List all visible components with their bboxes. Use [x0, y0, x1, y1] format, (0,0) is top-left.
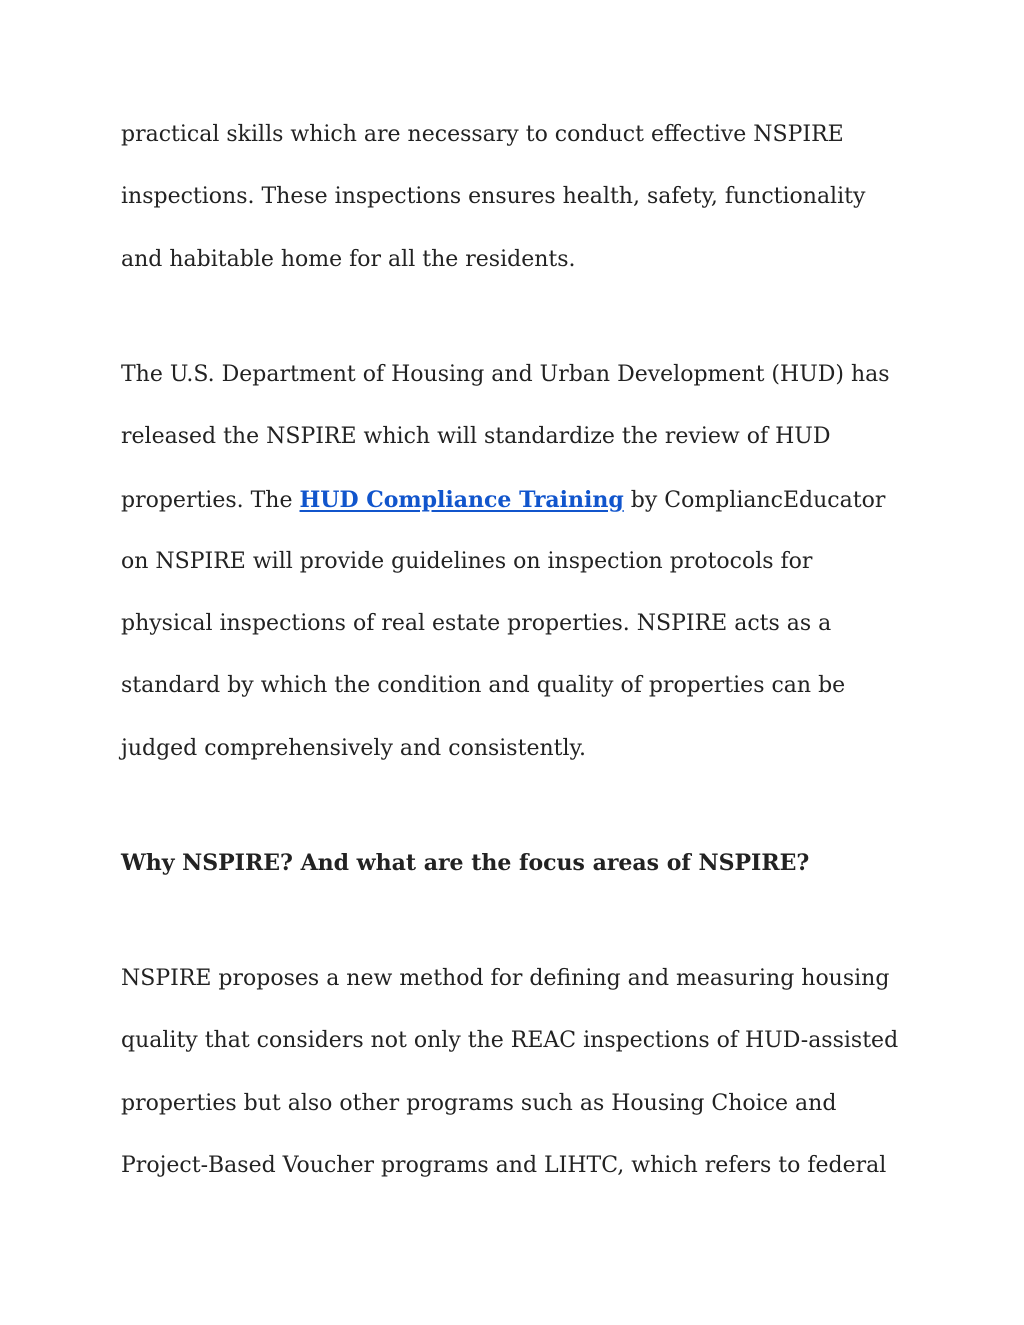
text-after-link: by CompliancEducator	[623, 487, 886, 513]
paragraph-line: physical inspections of real estate properties. NSPIRE acts as a	[121, 611, 832, 637]
paragraph-line: practical skills which are necessary to conduct effective NSPIRE	[121, 122, 844, 147]
paragraph-line: properties but also other programs such as Housing Choice and	[121, 1090, 837, 1116]
paragraph-line: standard by which the condition and quality of properties can be	[121, 673, 846, 699]
paragraph-line: on NSPIRE will provide guidelines on inspection protocols for	[121, 548, 813, 574]
paragraph-proposal	[121, 948, 921, 1197]
paragraph-line: judged comprehensively and consistently.	[121, 735, 587, 761]
paragraph-line: quality that considers not only the REAC inspections of HUD-assisted	[121, 1028, 899, 1054]
paragraph-line-with-link	[121, 469, 921, 531]
paragraph-line: inspections. These inspections ensures health, safety, functionality	[121, 184, 866, 210]
paragraph-line: The U.S. Department of Housing and Urban Development (HUD) has	[121, 362, 890, 387]
paragraph-line: and habitable home for all the residents.	[121, 246, 576, 272]
hud-compliance-training-link[interactable]: HUD Compliance Training	[299, 486, 624, 513]
paragraph-intro	[121, 104, 921, 291]
text-before-link: properties. The	[121, 487, 300, 513]
paragraph-hud	[121, 344, 921, 780]
paragraph-line: Project-Based Voucher programs and LIHTC, which refers to federal	[121, 1152, 887, 1178]
paragraph-line: released the NSPIRE which will standardize the review of HUD	[121, 424, 831, 450]
section-heading: Why NSPIRE? And what are the focus areas of NSPIRE?	[121, 850, 810, 876]
paragraph-line: NSPIRE proposes a new method for defining and measuring housing	[121, 966, 890, 991]
